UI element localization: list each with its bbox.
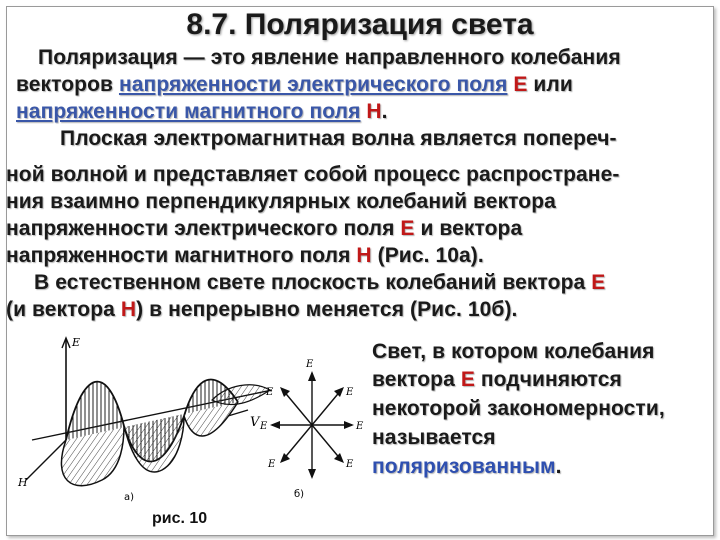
polarized-term: поляризованным — [372, 455, 556, 478]
p1-line-2 — [16, 73, 573, 97]
star-e-label: Е — [266, 387, 274, 398]
p3-line-1 — [34, 271, 605, 295]
p1-text-3-end: . — [381, 100, 388, 123]
slide-title: 8.7. Поляризация света — [186, 8, 534, 41]
side-line-5 — [372, 455, 562, 479]
subfigure-a-label: а) — [124, 492, 135, 503]
p2-line-5 — [6, 244, 484, 268]
side-line-1 — [372, 340, 654, 364]
side-text-2b: подчиняются — [474, 368, 622, 391]
p3-text-2a: (и вектора — [6, 298, 121, 321]
electric-field-link[interactable]: напряженности электрического поля — [118, 73, 508, 96]
side-text-1: Свет, в котором колебания — [372, 340, 655, 363]
polarization-figure — [12, 330, 364, 528]
star-e-label: Е — [346, 459, 354, 470]
side-text-5-end: . — [555, 455, 562, 478]
p1-text-2a: векторов — [16, 73, 119, 96]
vector-h-symbol: Н — [366, 100, 382, 123]
p2-text-1: Плоская электромагнитная волна является попереч- — [60, 127, 617, 150]
side-line-2 — [372, 368, 622, 392]
p1-line-3 — [16, 100, 388, 124]
vector-h-symbol: Н — [120, 298, 137, 321]
star-e-label: Е — [306, 359, 314, 370]
p2-line-1 — [60, 127, 617, 151]
vector-h-symbol: Н — [356, 244, 372, 267]
p3-text-1a: В естественном свете плоскость колебаний вектора — [34, 271, 592, 294]
subfigure-b-label: б) — [294, 489, 305, 500]
magnetic-field-link[interactable]: напряженности магнитного поля — [16, 100, 361, 123]
p1-text-1: Поляризация — это явление направленного колебания — [38, 46, 621, 69]
star-e-label: Е — [356, 421, 364, 432]
figure-caption: рис. 10 — [152, 510, 208, 527]
side-line-4 — [372, 426, 496, 450]
p2-line-3 — [6, 190, 556, 214]
vector-e-symbol: Е — [513, 73, 528, 96]
p2-text-5b: (Рис. 10а). — [371, 244, 484, 267]
p2-line-2 — [6, 163, 619, 187]
p2-text-4b: и вектора — [414, 217, 523, 240]
p3-line-2 — [6, 298, 518, 322]
p2-text-4a: напряженности электрического поля — [6, 217, 401, 240]
p3-text-2b: ) в непрерывно меняется (Рис. 10б). — [136, 298, 518, 321]
side-text-2a: вектора — [372, 368, 461, 391]
p2-text-5a: напряженности магнитного поля — [6, 244, 357, 267]
velocity-label: V — [250, 415, 260, 430]
p2-text-3: ния взаимно перпендикулярных колебаний вектора — [6, 190, 556, 213]
side-text-3: некоторой закономерности, — [372, 397, 665, 420]
p1-line-1 — [38, 46, 621, 70]
star-e-label: Е — [268, 459, 276, 470]
vector-e-symbol: Е — [460, 368, 475, 391]
star-e-label: Е — [260, 421, 268, 432]
p1-text-2b: или — [527, 73, 573, 96]
side-line-3 — [372, 397, 665, 421]
p2-line-4 — [6, 217, 522, 241]
h-axis — [26, 440, 66, 480]
star-e-label: Е — [346, 387, 354, 398]
wave-diagram — [17, 336, 272, 503]
vector-e-symbol: Е — [400, 217, 415, 240]
h-axis-label: H — [18, 476, 28, 489]
natural-light-star — [259, 359, 364, 500]
vector-e-symbol: Е — [591, 271, 606, 294]
side-text-4: называется — [372, 426, 496, 449]
p2-text-2: ной волной и представляет собой процесс распростране- — [6, 163, 620, 186]
e-axis-label: E — [72, 336, 81, 349]
